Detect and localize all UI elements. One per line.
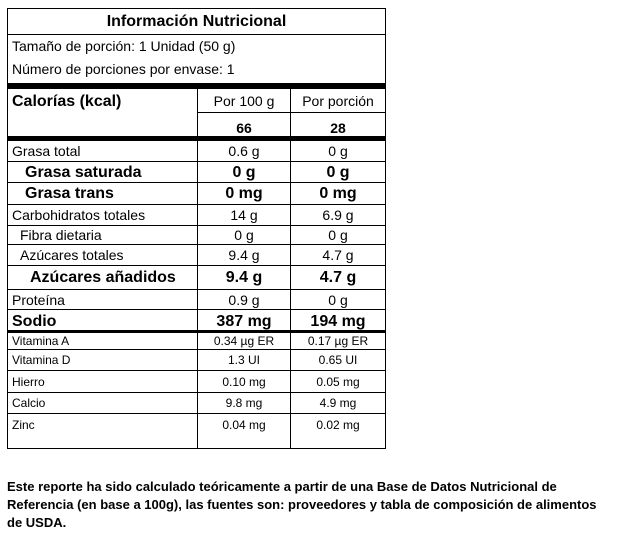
value-per-serving: 0 mg — [319, 185, 357, 202]
calories-per-serving: 28 — [330, 120, 346, 136]
nutrient-name: Sodio — [12, 313, 57, 330]
serving-size: Tamaño de porción: 1 Unidad (50 g) — [12, 38, 236, 54]
nutrient-name: Calcio — [12, 396, 46, 410]
nutrient-name: Carbohidratos totales — [12, 207, 146, 223]
value-per-100g: 0.6 g — [228, 143, 260, 159]
divider — [8, 34, 385, 35]
value-per-serving: 4.7 g — [319, 269, 357, 286]
calories-label: Calorías (kcal) — [12, 93, 122, 110]
value-per-100g: 9.4 g — [228, 247, 260, 263]
footnote: Este reporte ha sido calculado teóricamente a partir de una Base de Datos Nutricional de Referencia (en base a 100g), las fuentes son: proveedores y tabla de composición de alimentos de USDA. — [7, 479, 597, 530]
value-per-100g: 9.4 g — [225, 269, 263, 286]
value-per-serving: 0 g — [328, 227, 348, 243]
nutrient-name: Grasa trans — [25, 185, 114, 202]
value-per-serving: 0 g — [328, 143, 348, 159]
column-separator — [197, 89, 198, 136]
value-per-serving: 4.9 mg — [319, 396, 357, 410]
nutrient-name: Vitamina A — [12, 334, 70, 348]
column-header-per-100g: Por 100 g — [213, 93, 275, 109]
value-per-100g: 1.3 UI — [227, 353, 260, 367]
servings-per-container: Número de porciones por envase: 1 — [12, 61, 235, 77]
column-separator — [290, 89, 291, 136]
value-per-serving: 4.7 g — [322, 247, 354, 263]
nutrient-name: Zinc — [12, 418, 35, 432]
value-per-serving: 0 g — [328, 292, 348, 308]
column-separator — [290, 141, 291, 449]
label-title: Información Nutricional — [106, 13, 287, 30]
nutrient-name: Proteína — [12, 292, 65, 308]
value-per-serving: 194 mg — [310, 313, 366, 330]
value-per-100g: 0 mg — [225, 185, 263, 202]
nutrient-name: Azúcares totales — [20, 247, 124, 263]
calories-per-100g: 66 — [236, 120, 252, 136]
nutrient-name: Grasa total — [12, 143, 81, 159]
value-per-serving: 0 g — [326, 164, 350, 181]
nutrient-name: Vitamina D — [12, 353, 71, 367]
value-per-serving: 6.9 g — [322, 207, 354, 223]
nutrition-facts-label — [7, 8, 386, 449]
value-per-100g: 0.04 mg — [222, 418, 266, 432]
nutrient-name: Grasa saturada — [25, 164, 142, 181]
column-separator — [197, 141, 198, 449]
value-per-serving: 0.65 UI — [318, 353, 358, 367]
nutrient-name: Fibra dietaria — [20, 227, 102, 243]
value-per-100g: 0.9 g — [228, 292, 260, 308]
value-per-serving: 0.17 µg ER — [307, 334, 369, 348]
value-per-100g: 0.10 mg — [222, 375, 266, 389]
value-per-serving: 0.05 mg — [316, 375, 360, 389]
nutrient-name: Azúcares añadidos — [30, 269, 176, 286]
value-per-100g: 0.34 µg ER — [213, 334, 275, 348]
nutrient-name: Hierro — [12, 375, 45, 389]
value-per-serving: 0.02 mg — [316, 418, 360, 432]
value-per-100g: 0 g — [234, 227, 254, 243]
column-header-per-serving: Por porción — [302, 93, 374, 109]
divider — [198, 112, 385, 113]
value-per-100g: 9.8 mg — [225, 396, 263, 410]
value-per-100g: 0 g — [232, 164, 256, 181]
value-per-100g: 14 g — [230, 207, 258, 223]
value-per-100g: 387 mg — [216, 313, 272, 330]
